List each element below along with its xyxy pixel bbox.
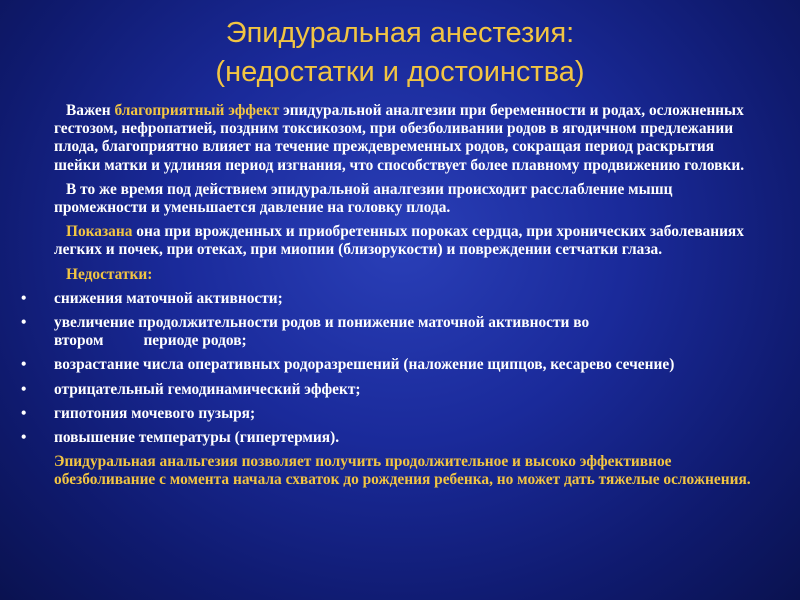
title-line-2: (недостатки и достоинства) [215, 56, 585, 88]
list-item: • повышение температуры (гипертермия). [21, 429, 340, 447]
list-item: • увеличение продолжительности родов и понижение маточной активности во втором периоде родов; [21, 314, 590, 350]
relaxation-text: В то же время под действием эпидуральной аналгезии происходит расслабление мышц промежности и уменьшается давление на головку плода. [54, 180, 673, 217]
drawbacks-list [21, 289, 764, 447]
drawbacks-heading: Недостатки: [66, 265, 153, 283]
paragraph-benefits [54, 102, 764, 175]
benefits-highlight: благоприятный эффект [114, 102, 280, 119]
bullet-icon: • [21, 314, 27, 332]
title-line-1: Эпидуральная анестезия: [225, 17, 575, 49]
slide-body [21, 102, 764, 496]
slide-title [0, 14, 800, 92]
list-item: • снижения маточной активности; [21, 289, 283, 307]
indications-text: она при врожденных и приобретенных пороках сердца, при хронических заболеваниях легких и почек, при отеках, при миопии (близорукости) и повреждении сетчатки глаза. [54, 223, 744, 259]
indications-highlight: Показана [66, 223, 133, 241]
paragraph-indications [54, 223, 764, 259]
bullet-icon: • [21, 380, 27, 398]
bullet-icon: • [21, 356, 27, 374]
benefits-text: эпидуральной аналгезии при беременности и родах, осложненных гестозом, нефропатией, поздним токсикозом, при обезболивании родов в ягодичном предлежании плода, благоприятно влияет на течение преждевременных родов, сокращая период раскрытия шейки матки и удлиняя период изгнания, что способствует более плавному продвижению головки. [54, 102, 745, 174]
conclusion: Эпидуральная анальгезия позволяет получить продолжительное и высоко эффективное обезболивание с момента начала схваток до рождения ребенка, но может дать тяжелые осложнения. [54, 453, 751, 489]
list-item: • гипотония мочевого пузыря; [21, 404, 256, 422]
bullet-icon: • [21, 404, 27, 422]
bullet-icon: • [21, 289, 27, 307]
bullet-icon: • [21, 429, 27, 447]
paragraph-relaxation [54, 181, 764, 217]
benefits-lead: Важен [66, 102, 115, 119]
list-item: • возрастание числа оперативных родоразрешений (наложение щипцов, кесарево сечение) [21, 356, 675, 374]
list-item: • отрицательный гемодинамический эффект; [21, 380, 361, 398]
